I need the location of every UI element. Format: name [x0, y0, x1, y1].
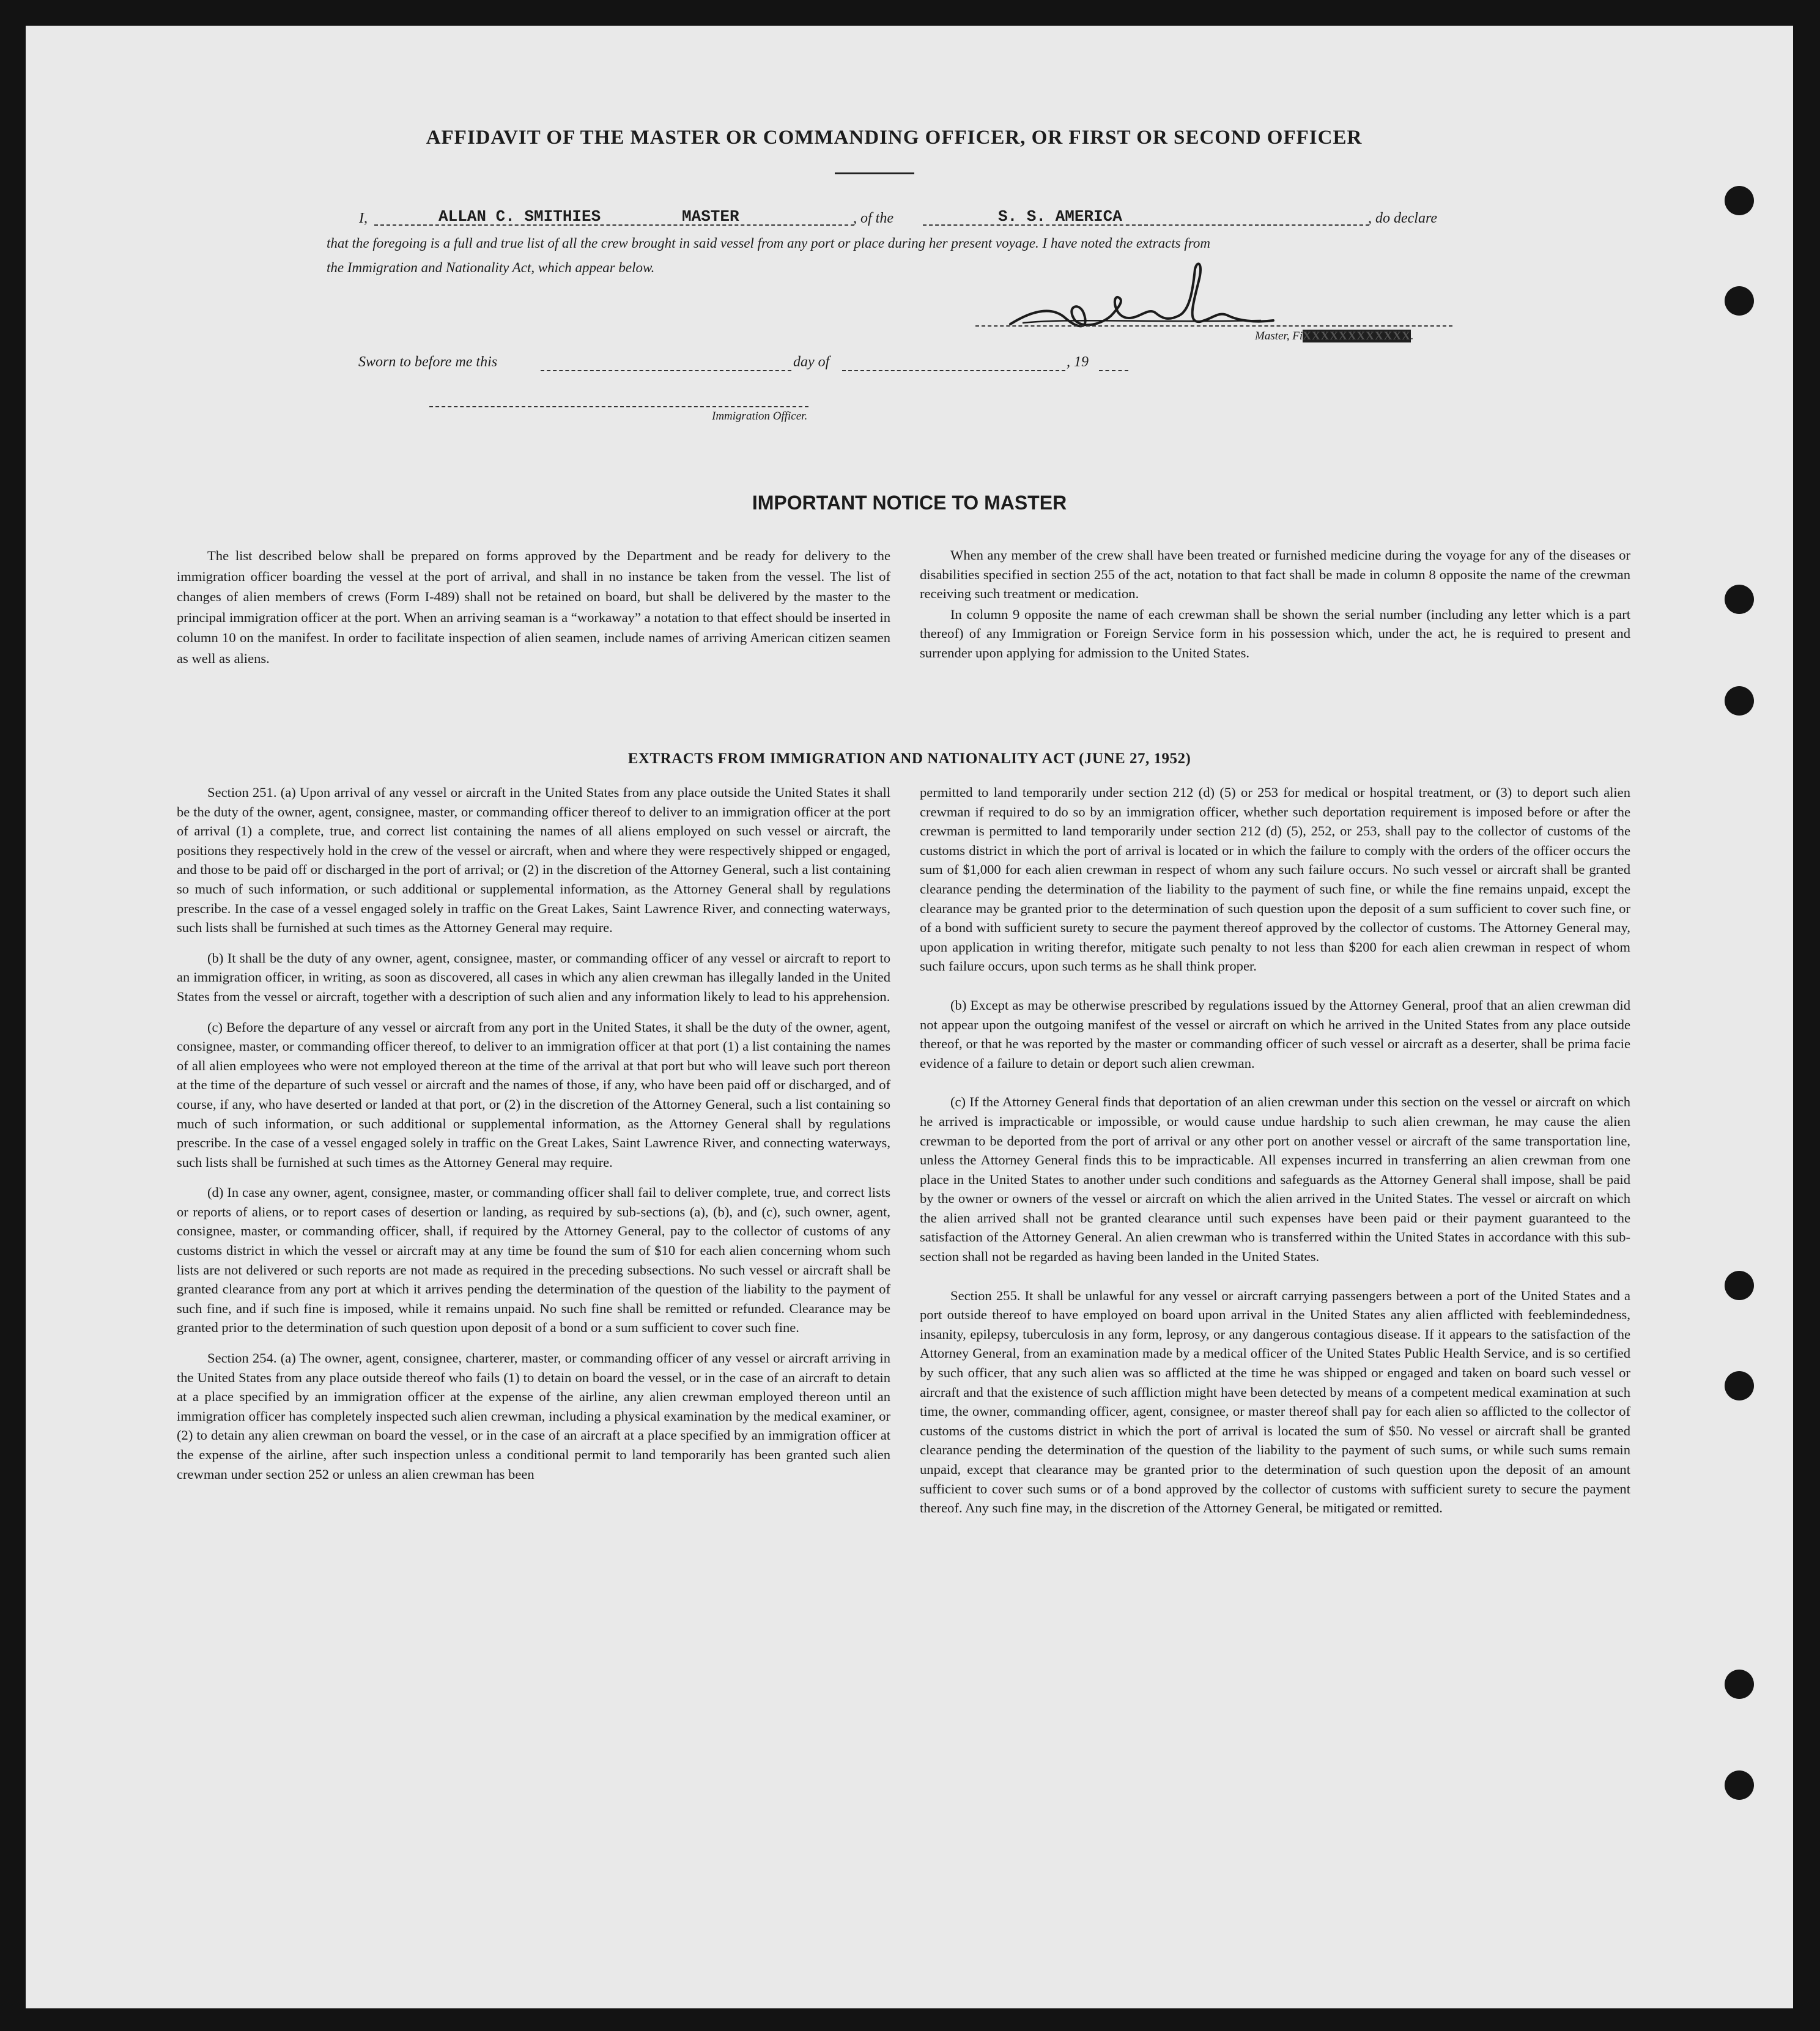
month-fill: [842, 370, 1065, 371]
declaration-text-2: the Immigration and Nationality Act, which appear below.: [327, 260, 655, 275]
vessel-name-field: S. S. AMERICA: [998, 207, 1122, 226]
section-254c: (c) If the Attorney General finds that deportation of an alien crewman under this section on the vessel or aircraft on which he arrived is impracticable or impossible, or would cause undue hardship to such alien crewman, he may cause the alien crewman to be deported from the port of arrival or any other port on another vessel or aircraft of the same transportation line, unless the Attorney General finds this to be impracticable. All expenses incurred in transferring an alien crewman from one place in the United States to another under such conditions and safeguards as the Attorney General shall impose, shall be paid by the owner or owners of the vessel or aircraft on which the alien arrived in the United States. The vessel or aircraft on which the alien arrived shall not be granted clearance until such expenses have been paid or their payment guaranteed to the satisfaction of the Attorney General. An alien crewman who is transferred within the United States in accordance with this sub-section shall not be regarded as having been landed in the United States.: [920, 1094, 1630, 1265]
binder-hole: [1725, 1670, 1754, 1699]
of-the-label: , of the: [853, 210, 893, 226]
signature-label: Master, FiXXXXXXXXXXXX.: [1255, 330, 1414, 342]
section-251b: (b) It shall be the duty of any owner, agent, consignee, master, or commanding officer of any vessel or aircraft to report to an immigration officer, in writing, as soon as discovered, all cases in which any alien crewman has illegally landed in the United States from the vessel or aircraft, together with a description of such alien and any information likely to lead to his apprehension.: [177, 950, 890, 1004]
binder-hole: [1725, 1770, 1754, 1800]
sworn-date-fill: [541, 370, 791, 371]
document-page: [26, 26, 1793, 2008]
notice-left-paragraph: The list described below shall be prepared on forms approved by the Department and be ready for delivery to the immigration officer boarding the vessel at the port of arrival, and shall in no instance be taken from the vessel. The list of changes of alien members of crews (Form I-489) shall not be retained on board, but shall be delivered by the master to the principal immigration officer at the port. When an arriving seaman is a “workaway” a notation to that effect should be inserted in column 10 on the manifest. In order to facilitate inspection of alien seamen, include names of arriving American citizen seamen as well as aliens.: [177, 548, 890, 666]
notice-left-column: [177, 546, 890, 668]
binder-hole: [1725, 1271, 1754, 1300]
binder-hole: [1725, 286, 1754, 316]
section-254a: Section 254. (a) The owner, agent, consignee, charterer, master, or commanding officer of any vessel or aircraft arriving in the United States from any place outside thereof who fails (1) to detain on board the vessel, or in the case of an aircraft to detain at a place specified by an immigration officer at the expense of the airline, any alien crewman employed thereon until an immigration officer has completely inspected such alien crewman, including a physical examination by the medical examiner, or (2) to detain any alien crewman on board the vessel, or in the case of an aircraft at a place specified by an immigration officer at the expense of the airline, after such inspection unless a conditional permit to land temporarily has been granted such alien crewman under section 252 or unless an alien crewman has been: [177, 1350, 890, 1482]
i-label: I,: [359, 210, 368, 226]
notice-title: IMPORTANT NOTICE TO MASTER: [752, 492, 1067, 514]
year-fill: [1099, 370, 1128, 371]
year-label: , 19: [1067, 354, 1089, 370]
section-255: Section 255. It shall be unlawful for any vessel or aircraft carrying passengers between a port of the United States and a port outside thereof to have employed on board upon arrival in the United States any alien afflicted with feeblemindedness, insanity, epilepsy, tuberculosis in any form, leprosy, or any dangerous contagious disease. If it appears to the satisfaction of the Attorney General, from an examination made by a medical officer of the United States Public Health Service, and is so certified by such officer, that any such alien was so afflicted at the time he was shipped or engaged and taken on board such vessel or aircraft and that the existence of such affliction might have been detected by means of a competent medical examination at such time, the owner, commanding officer, agent, consignee, or master thereof shall pay for each alien so afflicted to the collector of customs of the customs district in which the port of arrival is located the sum of $50. No vessel or aircraft shall be granted clearance pending the determination of the question of the liability to the payment of such sums, or while such sums remain unpaid, except that clearance may be granted prior to the determination of such question upon the deposit of an amount sufficient to cover such sums or of a bond approved by the collector of customs with sufficient surety to secure the payment thereof. Any such fine may, in the discretion of the Attorney General, be mitigated or remitted.: [920, 1287, 1630, 1516]
title-underline: [835, 172, 914, 174]
struck-out-text: XXXXXXXXXXXX: [1303, 330, 1411, 342]
day-of-label: day of: [793, 354, 830, 370]
immigration-officer-label: Immigration Officer.: [712, 410, 808, 423]
immigration-officer-line: [429, 406, 808, 407]
notice-right-column: [920, 546, 1630, 663]
section-254a-continued: permitted to land temporarily under section 212 (d) (5) or 253 for medical or hospital treatment, or (3) to deport such alien crewman if required to do so by an immigration officer, whether such deportation requirement is imposed before or after the crewman is permitted to land temporarily under section 212 (d) (5), 252, or 253, shall pay to the collector of customs of the customs district in which the port of arrival is located or in which the failure to comply with the orders of the officer occurs the sum of $1,000 for each alien crewman in respect of whom any such failure occurs. No such vessel or aircraft shall be granted clearance pending the determination of the liability to the payment of such fine, or while the fine remains unpaid, except the clearance may be granted prior to the determination of such question upon the deposit of a sum sufficient to cover such fine, or of a bond with sufficient surety to secure the payment thereof approved by the collector of customs. The Attorney General may, upon application in writing therefor, mitigate such penalty to not less than $200 for each alien crewman in respect of whom such failure occurs, upon such terms as he shall think proper.: [920, 785, 1630, 974]
section-251d: (d) In case any owner, agent, consignee, master, or commanding officer shall fail to deliver complete, true, and correct lists or reports of aliens, or to report cases of desertion or landing, as required by sub-sections (a), (b), and (c), such owner, agent, consignee, master, or commanding officer, shall, if required by the Attorney General, pay to the collector of customs of any customs district in which the vessel or aircraft may at any time be found the sum of $10 for each alien concerning whom such lists are not delivered or such reports are not made as required in the preceding subsections. No such vessel or aircraft shall be granted clearance from any port at which it arrives pending the determination of the question of the liability to the payment of such fine, and if such fine is imposed, while it remains unpaid. No such fine shall be remitted or refunded. Clearance may be granted prior to the determination of such question upon deposit of a bond or a sum sufficient to cover such fine.: [177, 1185, 890, 1336]
declaration-text: that the foregoing is a full and true list of all the crew brought in said vessel from any port or place during her present voyage. I have noted the extracts from: [327, 235, 1210, 251]
signature-line: [975, 325, 1452, 327]
extracts-right-column: [920, 783, 1630, 1529]
section-251a: Section 251. (a) Upon arrival of any vessel or aircraft in the United States from any place outside the United States it shall be the duty of the owner, agent, consignee, master, or commanding officer thereof to deliver to an immigration officer at the port of arrival (1) a complete, true, and correct list containing the names of all aliens employed on such vessel or aircraft, the positions they respectively hold in the crew of the vessel or aircraft, when and where they were respectively shipped or engaged, and those to be paid off or discharged in the port of arrival; or (2) in the discretion of the Attorney General, such a list containing so much of such information, or such additional or supplemental information, as the Attorney General shall by regulations prescribe. In the case of a vessel engaged solely in traffic on the Great Lakes, Saint Lawrence River, and connecting waterways, such lists shall be furnished at such times as the Attorney General may require.: [177, 785, 890, 936]
master-name-field: ALLAN C. SMITHIES: [438, 207, 601, 226]
master-signature: [998, 257, 1279, 349]
signature-label-text: Master, Fi: [1255, 330, 1303, 342]
binder-hole: [1725, 1371, 1754, 1400]
vessel-fill-line: [923, 224, 1369, 226]
section-254b: (b) Except as may be otherwise prescribed by regulations issued by the Attorney General, proof that an alien crewman did not appear upon the outgoing manifest of the vessel or aircraft on which he arrived in the United States from any place outside thereof, or that he was reported by the master or commanding officer of such vessel or aircraft as a deserter, shall be prima facie evidence of a failure to detain or deport such alien crewman.: [920, 997, 1630, 1071]
sworn-label: Sworn to before me this: [358, 354, 498, 370]
binder-hole: [1725, 686, 1754, 716]
affidavit-title: AFFIDAVIT OF THE MASTER OR COMMANDING OFFICER, OR FIRST OR SECOND OFFICER: [426, 127, 1363, 149]
extracts-title: EXTRACTS FROM IMMIGRATION AND NATIONALITY ACT (JUNE 27, 1952): [627, 750, 1191, 767]
do-declare-label: , do declare: [1368, 210, 1438, 226]
extracts-left-column: [177, 783, 890, 1495]
section-251c: (c) Before the departure of any vessel or aircraft from any port in the United States, it shall be the duty of the owner, agent, consignee, master, or commanding officer thereof, to deliver to an immigration officer at that port (1) a list containing the names of all alien employees who were not employed thereon at the time of the arrival at that port but who will leave such port thereon at the time of the departure of such vessel or aircraft and the names of those, if any, who have been paid off or discharged, and of course, if any, who have deserted or landed at that port, or (2) in the discretion of the Attorney General, such a list containing so much of such information, or such additional or supplemental information, as the Attorney General shall by regulations prescribe. In the case of a vessel engaged solely in traffic on the Great Lakes, Saint Lawrence River, and connecting waterways, such lists shall be furnished at such times as the Attorney General may require.: [177, 1019, 890, 1170]
notice-right-paragraph-1: When any member of the crew shall have been treated or furnished medicine during the voyage for any of the diseases or disabilities specified in section 255 of the act, notation to that fact shall be made in column 8 opposite the name of the crewman receiving such treatment or medication.: [920, 547, 1630, 602]
binder-hole: [1725, 186, 1754, 215]
binder-hole: [1725, 585, 1754, 614]
notice-right-paragraph-2: In column 9 opposite the name of each crewman shall be shown the serial number (including any letter which is a part thereof) of any Immigration or Foreign Service form in his possession which, under the act, he is required to present and surrender upon applying for admission to the United States.: [920, 606, 1630, 660]
rank-field: MASTER: [682, 207, 739, 226]
